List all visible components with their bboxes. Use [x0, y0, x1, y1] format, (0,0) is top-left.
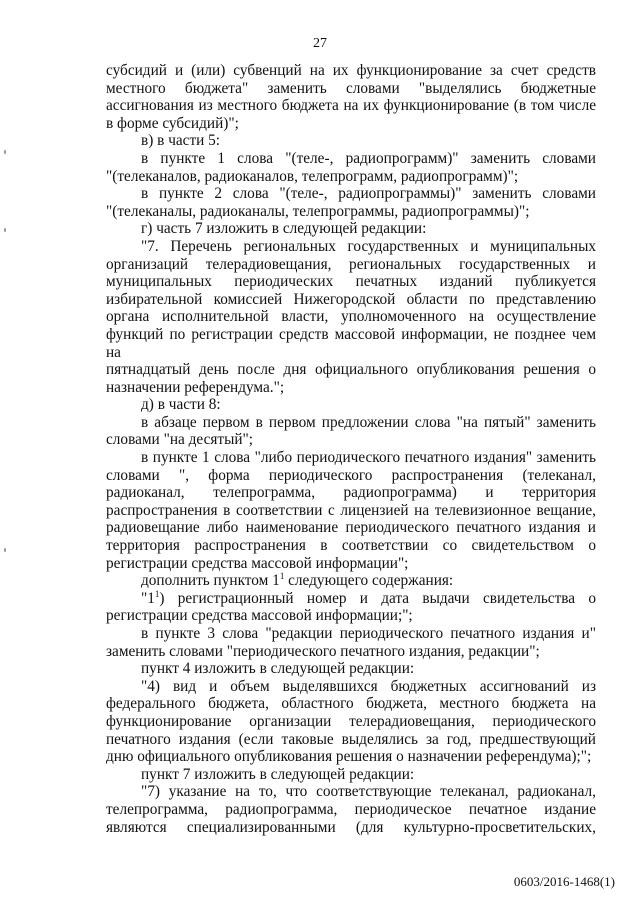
text-line — [106, 97, 596, 115]
text-line-content: дополнить пунктом 1 — [141, 572, 280, 590]
text-line-content: телепрограмма, радиопрограмма, периодическое печатное издание — [106, 800, 596, 818]
text-line — [106, 625, 596, 643]
text-line — [106, 379, 596, 397]
text-line-content: "1 — [141, 589, 155, 607]
page-number: 27 — [313, 36, 327, 51]
text-line — [106, 185, 596, 203]
text-line — [106, 80, 596, 98]
text-line — [106, 326, 596, 361]
document-code: 0603/2016-1468(1) — [513, 874, 615, 889]
text-line — [106, 431, 596, 449]
text-line-content: территория распространения в соответствии со свидетельством о — [106, 537, 596, 555]
text-line — [106, 449, 596, 467]
scan-artifact — [4, 150, 6, 154]
text-line-content: регистрации средства массовой информации;"; — [106, 607, 413, 625]
scan-artifact — [4, 228, 6, 232]
text-line-content: регистрации средства массовой информации"; — [106, 554, 409, 572]
text-line — [106, 396, 596, 414]
text-line — [106, 273, 596, 291]
text-line-content: являются специализированными (для культурно-просветительских, — [106, 818, 596, 836]
text-line — [106, 572, 596, 590]
superscript: 1 — [279, 571, 285, 582]
text-line-content: печатного издания (если таковые выделялись за год, предшествующий — [106, 730, 596, 748]
text-line-content: "(телеканалы, радиоканалы, телепрограммы, радиопрограммы)"; — [106, 202, 530, 220]
text-line — [106, 467, 596, 485]
scan-artifact — [4, 548, 6, 552]
text-line-content: ) регистрационный номер и дата выдачи свидетельства о — [159, 589, 596, 607]
text-line-content: в абзаце первом в первом предложении слова "на пятый" заменить — [141, 413, 596, 431]
text-line — [106, 819, 596, 837]
text-line — [106, 748, 596, 766]
text-line-content: "7. Перечень региональных государственных и муниципальных — [141, 237, 596, 255]
text-line — [106, 783, 596, 801]
text-line — [106, 150, 596, 168]
text-line-content: д) в части 8: — [141, 396, 221, 414]
text-line-content: органа исполнительной власти, уполномоченного на осуществление — [106, 308, 596, 326]
text-line-content: избирательной комиссией Нижегородской области по представлению — [106, 290, 596, 308]
superscript: 1 — [154, 588, 160, 599]
text-line — [106, 220, 596, 238]
text-line-content: организаций телерадиовещания, региональных государственных и — [106, 255, 596, 273]
text-line-content: муниципальных периодических печатных изданий публикуется — [106, 273, 596, 291]
text-line — [106, 695, 596, 713]
text-line-content: местного бюджета" заменить словами "выделялись бюджетные — [106, 79, 596, 97]
text-line — [106, 256, 596, 274]
text-line-content: функций по регистрации средств массовой информации, не позднее чем на — [106, 325, 596, 361]
text-line — [106, 238, 596, 256]
text-line-content: дню официального опубликования решения о назначении референдума);"; — [106, 748, 592, 766]
text-line-content: в пункте 1 слова "либо периодического печатного издания" заменить — [141, 449, 596, 467]
text-line-content: пункт 7 изложить в следующей редакции: — [141, 765, 415, 783]
text-line-content: ассигнования из местного бюджета на их функционирование (в том числе — [106, 97, 596, 115]
text-line-content: в) в части 5: — [141, 132, 221, 150]
text-line-content: в форме субсидий)"; — [106, 114, 239, 132]
text-line-content: в пункте 1 слова "(теле-, радиопрограмм)" заменить словами — [141, 149, 596, 167]
text-line — [106, 168, 596, 186]
text-line-content: функционирование организации телерадиовещания, периодического — [106, 712, 596, 730]
text-line — [106, 361, 596, 379]
text-line — [106, 115, 596, 133]
text-line — [106, 590, 596, 608]
text-line-content: пункт 4 изложить в следующей редакции: — [141, 660, 415, 678]
text-line — [106, 502, 596, 520]
text-line — [106, 643, 596, 661]
text-line — [106, 678, 596, 696]
text-line-content: субсидий и (или) субвенций на их функционирование за счет средств — [106, 62, 596, 79]
text-line — [106, 484, 596, 502]
text-line — [106, 203, 596, 221]
text-line — [106, 766, 596, 784]
text-line-content: словами ", форма периодического распространения (телеканал, — [106, 466, 596, 484]
text-line — [106, 62, 596, 80]
text-line-content: г) часть 7 изложить в следующей редакции: — [141, 220, 427, 238]
text-line — [106, 555, 596, 573]
text-line — [106, 537, 596, 555]
text-line — [106, 519, 596, 537]
text-line-content: радиоканал, телепрограмма, радиопрограмма) и территория — [106, 484, 596, 502]
text-line-content: пятнадцатый день после дня официального опубликования решения о — [106, 361, 596, 379]
text-line — [106, 731, 596, 749]
text-line-content: радиовещание либо наименование периодического печатного издания и — [106, 519, 596, 537]
text-line — [106, 660, 596, 678]
text-line-content: "(телеканалов, радиоканалов, телепрограмм, радиопрограмм)"; — [106, 167, 519, 185]
document-body — [106, 62, 596, 836]
text-line — [106, 713, 596, 731]
text-line-content: "7) указание на то, что соответствующие телеканал, радиоканал, — [141, 783, 596, 801]
text-line-content: заменить словами "периодического печатного издания, редакции"; — [106, 642, 540, 660]
text-line-content: в пункте 3 слова "редакции периодического печатного издания и" — [141, 625, 596, 642]
text-line — [106, 801, 596, 819]
text-line — [106, 414, 596, 432]
text-line-content: в пункте 2 слова "(теле-, радиопрограммы)" заменить словами — [141, 185, 596, 203]
text-line — [106, 291, 596, 309]
text-line-content: распространения в соответствии с лицензией на телевизионное вещание, — [106, 501, 596, 519]
text-line-content: следующего содержания: — [284, 572, 454, 590]
text-line-content: федерального бюджета, областного бюджета, местного бюджета на — [106, 695, 596, 713]
text-line — [106, 308, 596, 326]
text-line-content: словами "на десятый"; — [106, 431, 254, 449]
text-line — [106, 607, 596, 625]
text-line-content: "4) вид и объем выделявшихся бюджетных ассигнований из — [141, 677, 596, 695]
text-line — [106, 132, 596, 150]
text-line-content: назначении референдума."; — [106, 378, 285, 396]
